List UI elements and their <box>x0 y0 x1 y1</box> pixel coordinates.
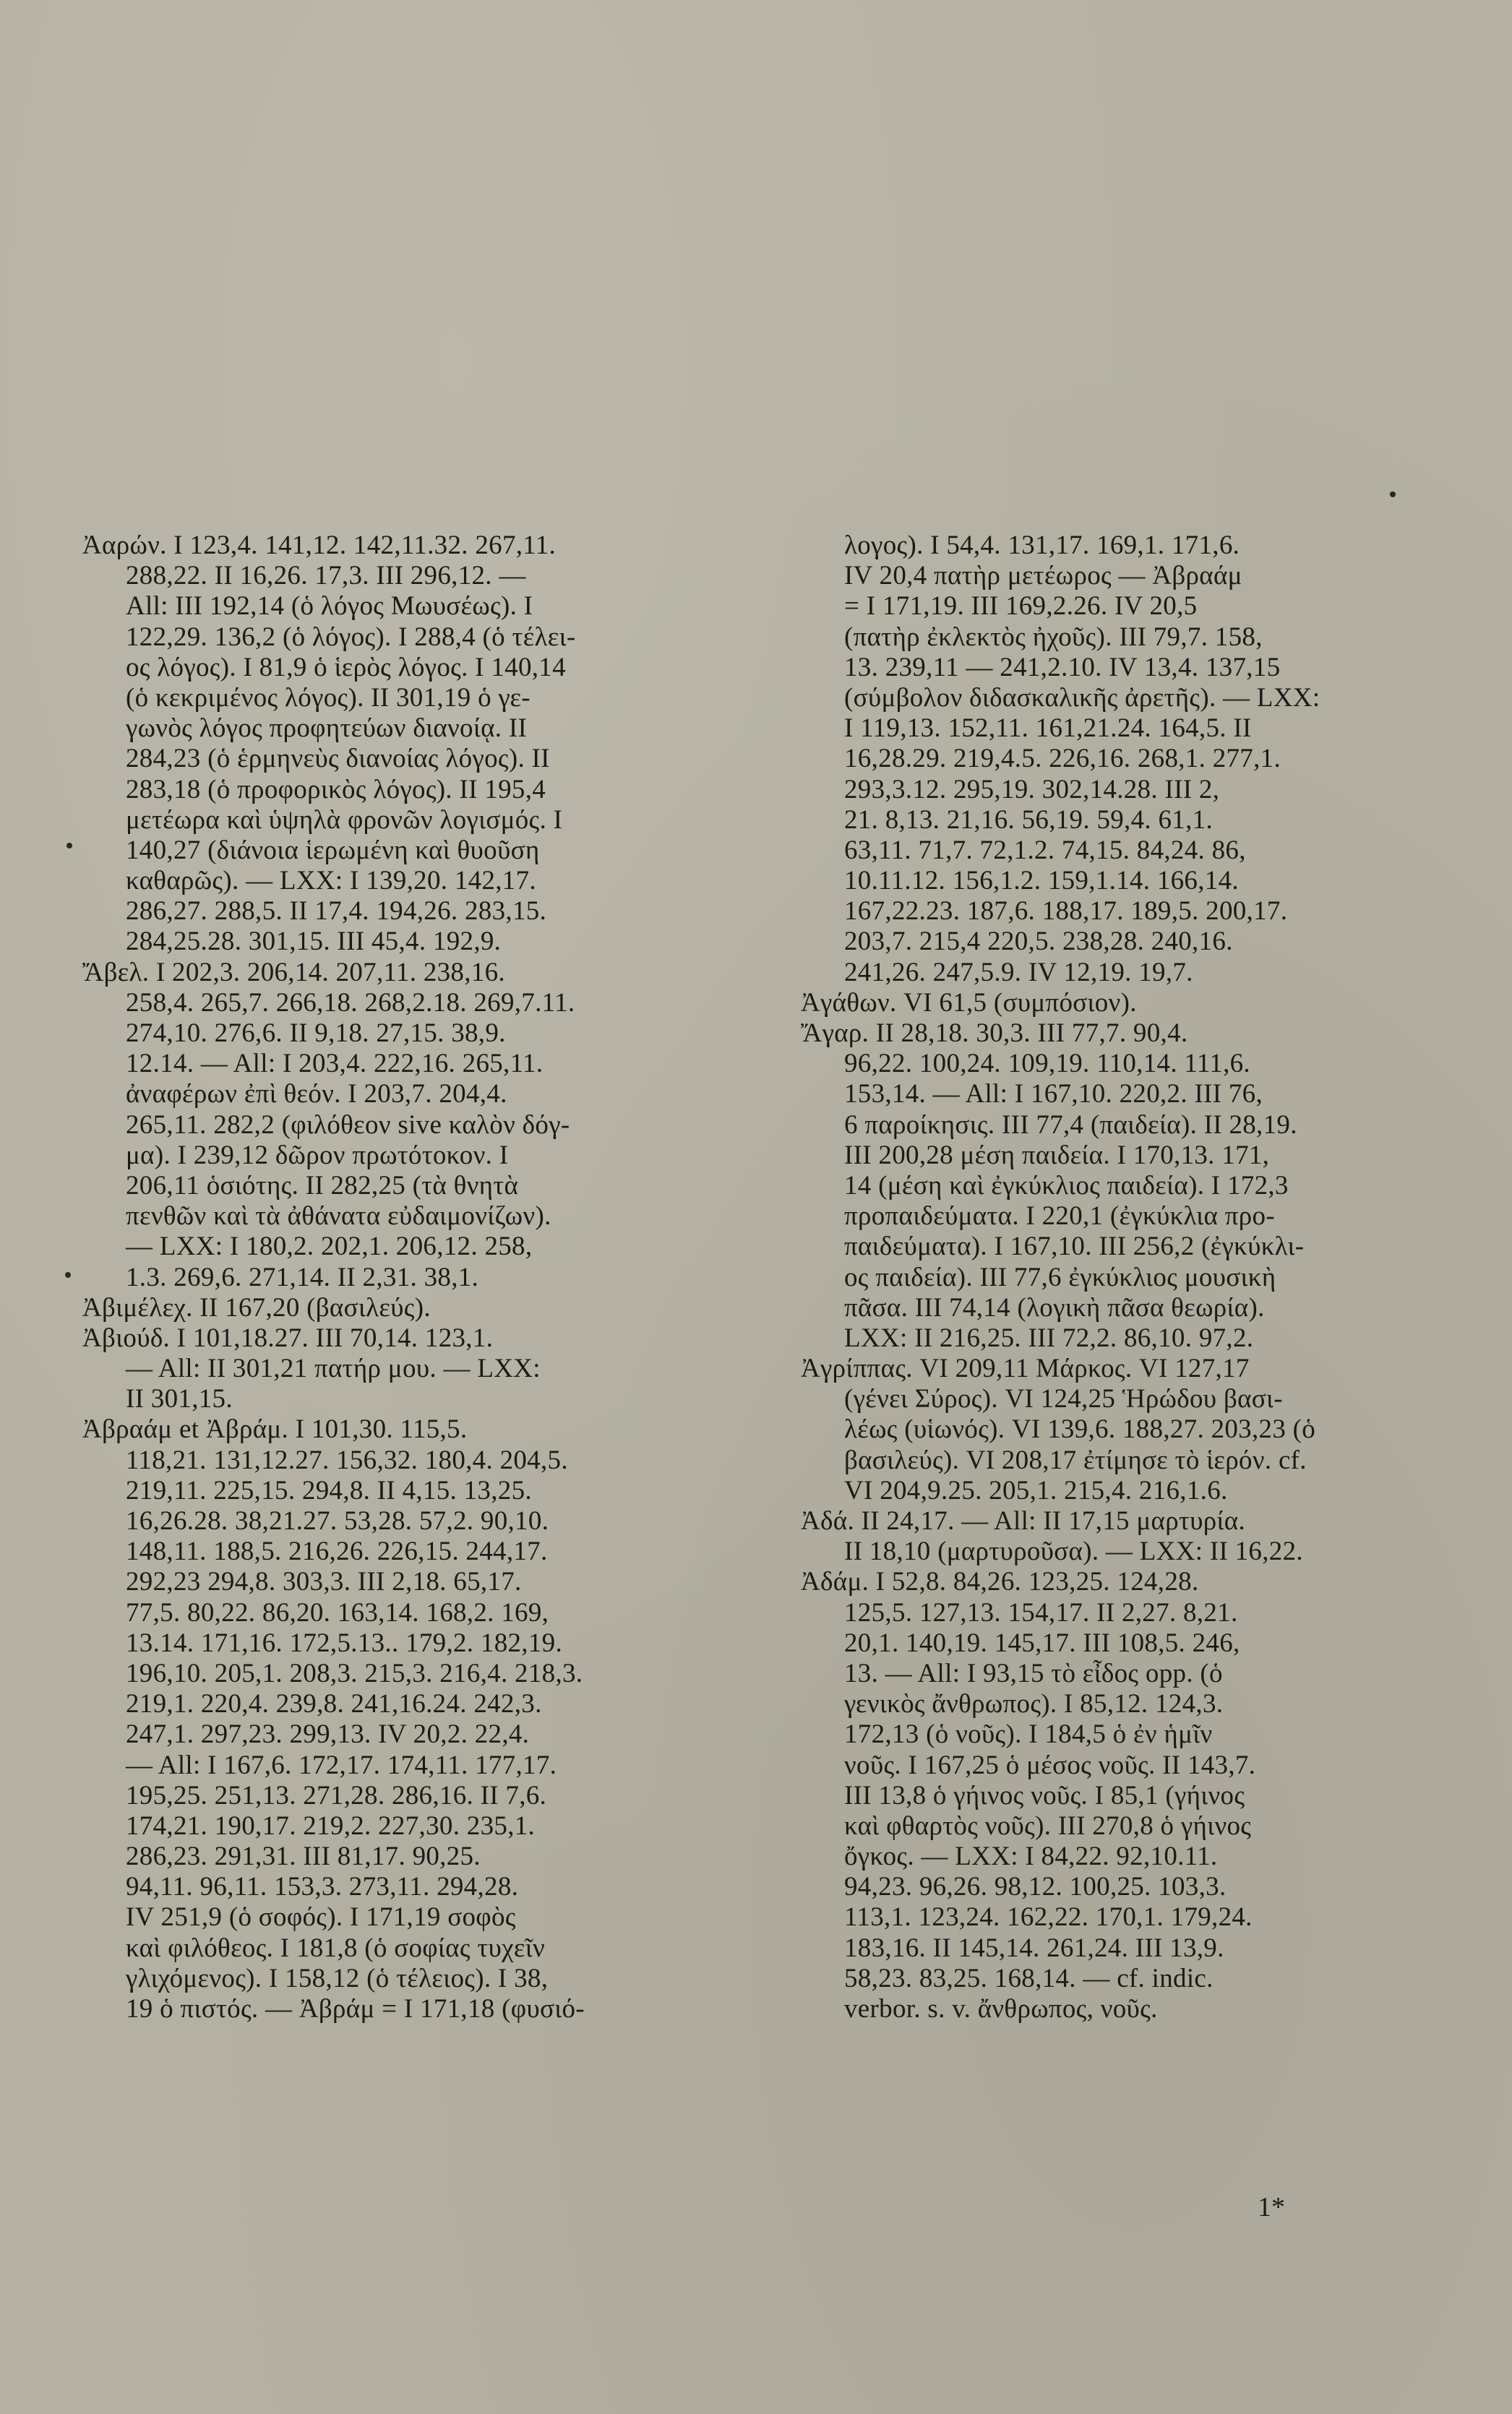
index-entry-line: III 13,8 ὁ γήινος νοῦς. I 85,1 (γήινος <box>844 1780 1245 1810</box>
index-entry-line: 94,11. 96,11. 153,3. 273,11. 294,28. <box>126 1872 519 1902</box>
index-entry-line: ος λόγος). I 81,9 ὁ ἱερὸς λόγος. I 140,14 <box>126 652 566 682</box>
index-entry-line: 12.14. — All: I 203,4. 222,16. 265,11. <box>126 1049 544 1079</box>
index-entry-line: πᾶσα. III 74,14 (λογικὴ πᾶσα θεωρία). <box>844 1292 1265 1323</box>
index-entry-line: 153,14. — All: I 167,10. 220,2. III 76, <box>844 1079 1263 1109</box>
index-entry-line: 284,23 (ὁ ἑρμηνεὺς διανοίας λόγος). II <box>126 744 550 774</box>
index-entry-line: 258,4. 265,7. 266,18. 268,2.18. 269,7.11. <box>126 987 575 1018</box>
index-entry-line: παιδεύματα). I 167,10. III 256,2 (ἐγκύκλι- <box>844 1232 1305 1262</box>
index-entry-headword-line: Ἀδάμ. I 52,8. 84,26. 123,25. 124,28. <box>801 1567 1199 1597</box>
index-entry-line: 284,25.28. 301,15. III 45,4. 192,9. <box>126 927 502 957</box>
index-entry-headword-line: Ἄβελ. I 202,3. 206,14. 207,11. 238,16. <box>82 957 505 987</box>
index-entry-line: (γένει Σύρος). VI 124,25 Ἡρώδου βασι- <box>844 1384 1283 1414</box>
index-entry-line: VI 204,9.25. 205,1. 215,4. 216,1.6. <box>844 1475 1228 1505</box>
index-entry-line: = I 171,19. III 169,2.26. IV 20,5 <box>844 591 1198 622</box>
index-entry-line: 19 ὁ πιστός. — Ἀβράμ = I 171,18 (φυσιό- <box>126 1994 585 2024</box>
index-entry-line: γενικὸς ἄνθρωπος). I 85,12. 124,3. <box>844 1689 1224 1719</box>
index-entry-line: II 18,10 (μαρτυροῦσα). — LXX: II 16,22. <box>844 1537 1303 1567</box>
index-entry-line: (πατὴρ ἐκλεκτὸς ἠχοῦς). III 79,7. 158, <box>844 622 1263 652</box>
index-entry-line: 94,23. 96,26. 98,12. 100,25. 103,3. <box>844 1872 1227 1902</box>
index-entry-line: 58,23. 83,25. 168,14. — cf. indic. <box>844 1963 1214 1993</box>
index-entry-line: ὄγκος. — LXX: I 84,22. 92,10.11. <box>844 1842 1218 1872</box>
index-entry-line: 20,1. 140,19. 145,17. III 108,5. 246, <box>844 1628 1240 1658</box>
index-entry-line: 183,16. II 145,14. 261,24. III 13,9. <box>844 1933 1224 1963</box>
index-column-right <box>801 531 1446 2024</box>
index-entry-line: 203,7. 215,4 220,5. 238,28. 240,16. <box>844 927 1233 957</box>
index-entry-line: ος παιδεία). III 77,6 ἐγκύκλιος μουσικὴ <box>844 1262 1276 1292</box>
index-entry-line: 206,11 ὁσιότης. II 282,25 (τὰ θνητὰ <box>126 1170 519 1200</box>
index-entry-line: γωνὸς λόγος προφητεύων διανοίᾳ. II <box>126 713 528 744</box>
index-entry-line: III 200,28 μέση παιδεία. I 170,13. 171, <box>844 1140 1270 1170</box>
index-entry-line: 13. 239,11 — 241,2.10. IV 13,4. 137,15 <box>844 652 1281 682</box>
index-entry-line: λέως (υἱωνός). VI 139,6. 188,27. 203,23 (ὁ <box>844 1414 1316 1445</box>
index-entry-line: 14 (μέση καὶ ἐγκύκλιος παιδεία). I 172,3 <box>844 1170 1289 1200</box>
index-entry-line: IV 20,4 πατὴρ μετέωρος — Ἀβραάμ <box>844 561 1242 591</box>
ink-speck <box>65 1272 71 1278</box>
index-entry-line: μετέωρα καὶ ὑψηλὰ φρονῶν λογισμός. I <box>126 804 563 835</box>
index-entry-line: γλιχόμενος). I 158,12 (ὁ τέλειος). I 38, <box>126 1963 549 1993</box>
index-entry-line: 113,1. 123,24. 162,22. 170,1. 179,24. <box>844 1902 1253 1933</box>
index-entry-line: 16,28.29. 219,4.5. 226,16. 268,1. 277,1. <box>844 744 1281 774</box>
index-entry-headword-line: Ἀαρών. I 123,4. 141,12. 142,11.32. 267,11. <box>82 531 557 560</box>
index-entry-line: 293,3.12. 295,19. 302,14.28. III 2, <box>844 774 1220 804</box>
index-entry-line: 283,18 (ὁ προφορικὸς λόγος). II 195,4 <box>126 774 546 804</box>
ink-speck <box>66 843 72 849</box>
index-entry-line: All: III 192,14 (ὁ λόγος Μωυσέως). I <box>126 591 533 622</box>
index-entry-line: 140,27 (διάνοια ἱερωμένη καὶ θυοῦση <box>126 835 540 865</box>
index-entry-line: 21. 8,13. 21,16. 56,19. 59,4. 61,1. <box>844 804 1213 835</box>
index-entry-line: 63,11. 71,7. 72,1.2. 74,15. 84,24. 86, <box>844 835 1246 865</box>
index-entry-line: 286,27. 288,5. II 17,4. 194,26. 283,15. <box>126 896 547 927</box>
index-entry-line: 1.3. 269,6. 271,14. II 2,31. 38,1. <box>126 1262 479 1292</box>
index-entry-line: 13. — All: I 93,15 τὸ εἶδος opp. (ὁ <box>844 1658 1223 1688</box>
index-entry-headword-line: Ἀβραάμ et Ἀβράμ. I 101,30. 115,5. <box>82 1414 468 1445</box>
index-entry-line: βασιλεύς). VI 208,17 ἐτίμησε τὸ ἱερόν. cf. <box>844 1445 1307 1475</box>
index-entry-line: 172,13 (ὁ νοῦς). I 184,5 ὁ ἐν ἡμῖν <box>844 1719 1213 1750</box>
index-entry-line: (ὁ κεκριμένος λόγος). II 301,19 ὁ γε- <box>126 682 531 713</box>
index-entry-line: 292,23 294,8. 303,3. III 2,18. 65,17. <box>126 1567 522 1597</box>
index-entry-line: καὶ φιλόθεος. I 181,8 (ὁ σοφίας τυχεῖν <box>126 1933 545 1963</box>
index-entry-line: προπαιδεύματα. I 220,1 (ἐγκύκλια προ- <box>844 1201 1275 1232</box>
index-entry-line: LXX: II 216,25. III 72,2. 86,10. 97,2. <box>844 1323 1254 1353</box>
index-entry-line: καὶ φθαρτὸς νοῦς). III 270,8 ὁ γήινος <box>844 1810 1252 1841</box>
index-entry-line: II 301,15. <box>126 1384 233 1414</box>
index-entry-line: 195,25. 251,13. 271,28. 286,16. II 7,6. <box>126 1780 547 1810</box>
index-entry-line: 167,22.23. 187,6. 188,17. 189,5. 200,17. <box>844 896 1288 927</box>
index-entry-line: — All: II 301,21 πατήρ μου. — LXX: <box>126 1354 541 1384</box>
index-entry-line: 241,26. 247,5.9. IV 12,19. 19,7. <box>844 957 1193 987</box>
index-entry-line: 274,10. 276,6. II 9,18. 27,15. 38,9. <box>126 1018 506 1048</box>
index-entry-line: 148,11. 188,5. 216,26. 226,15. 244,17. <box>126 1537 548 1567</box>
index-entry-line: verbor. s. v. ἄνθρωπος, νοῦς. <box>844 1994 1158 2024</box>
index-entry-headword-line: Ἀβιούδ. I 101,18.27. III 70,14. 123,1. <box>82 1323 494 1353</box>
index-column-left <box>82 531 739 2024</box>
index-entry-line: — All: I 167,6. 172,17. 174,11. 177,17. <box>126 1750 557 1780</box>
index-entry-line: 125,5. 127,13. 154,17. II 2,27. 8,21. <box>844 1597 1238 1628</box>
index-entry-line: 16,26.28. 38,21.27. 53,28. 57,2. 90,10. <box>126 1506 549 1536</box>
ink-speck <box>1390 491 1396 497</box>
index-entry-headword-line: Ἀγάθων. VI 61,5 (συμπόσιον). <box>801 987 1137 1018</box>
index-entry-line: λογος). I 54,4. 131,17. 169,1. 171,6. <box>844 531 1240 560</box>
index-entry-line: IV 251,9 (ὁ σοφός). I 171,19 σοφὸς <box>126 1902 516 1933</box>
index-entry-line: 219,1. 220,4. 239,8. 241,16.24. 242,3. <box>126 1689 542 1719</box>
index-entry-line: 219,11. 225,15. 294,8. II 4,15. 13,25. <box>126 1475 532 1505</box>
index-entry-line: 77,5. 80,22. 86,20. 163,14. 168,2. 169, <box>126 1597 549 1628</box>
index-entry-line: I 119,13. 152,11. 161,21.24. 164,5. II <box>844 713 1252 744</box>
index-entry-line: 96,22. 100,24. 109,19. 110,14. 111,6. <box>844 1049 1250 1079</box>
index-entry-line: νοῦς. I 167,25 ὁ μέσος νοῦς. II 143,7. <box>844 1750 1256 1780</box>
index-entry-line: 122,29. 136,2 (ὁ λόγος). I 288,4 (ὁ τέλει- <box>126 622 576 652</box>
index-entry-line: 10.11.12. 156,1.2. 159,1.14. 166,14. <box>844 866 1239 896</box>
index-entry-line: μα). I 239,12 δῶρον πρωτότοκον. I <box>126 1140 509 1170</box>
index-entry-line: — LXX: I 180,2. 202,1. 206,12. 258, <box>126 1232 533 1262</box>
index-entry-line: ἀναφέρων ἐπὶ θεόν. I 203,7. 204,4. <box>126 1079 507 1109</box>
index-entry-line: πενθῶν καὶ τὰ ἀθάνατα εὐδαιμονίζων). <box>126 1201 551 1232</box>
index-entry-headword-line: Ἀγρίππας. VI 209,11 Μάρκος. VI 127,17 <box>801 1354 1250 1384</box>
index-entry-headword-line: Ἀβιμέλεχ. II 167,20 (βασιλεύς). <box>82 1292 431 1323</box>
index-entry-headword-line: Ἀδά. II 24,17. — All: II 17,15 μαρτυρία. <box>801 1506 1246 1536</box>
index-entry-line: 118,21. 131,12.27. 156,32. 180,4. 204,5. <box>126 1445 568 1475</box>
index-entry-line: 6 παροίκησις. III 77,4 (παιδεία). II 28,19. <box>844 1109 1297 1140</box>
index-entry-line: 286,23. 291,31. III 81,17. 90,25. <box>126 1842 481 1872</box>
page-folio: 1* <box>1258 2192 1285 2222</box>
index-entry-line: 13.14. 171,16. 172,5.13.. 179,2. 182,19. <box>126 1628 562 1658</box>
index-entry-line: 196,10. 205,1. 208,3. 215,3. 216,4. 218,3. <box>126 1658 583 1688</box>
index-entry-line: καθαρῶς). — LXX: I 139,20. 142,17. <box>126 866 536 896</box>
index-entry-headword-line: Ἄγαρ. II 28,18. 30,3. III 77,7. 90,4. <box>801 1018 1188 1048</box>
index-entry-line: 265,11. 282,2 (φιλόθεον sive καλὸν δόγ- <box>126 1109 570 1140</box>
index-entry-line: 174,21. 190,17. 219,2. 227,30. 235,1. <box>126 1810 536 1841</box>
index-entry-line: 247,1. 297,23. 299,13. IV 20,2. 22,4. <box>126 1719 530 1750</box>
index-entry-line: 288,22. II 16,26. 17,3. III 296,12. — <box>126 561 526 591</box>
index-entry-line: (σύμβολον διδασκαλικῆς ἀρετῆς). — LXX: <box>844 682 1320 713</box>
